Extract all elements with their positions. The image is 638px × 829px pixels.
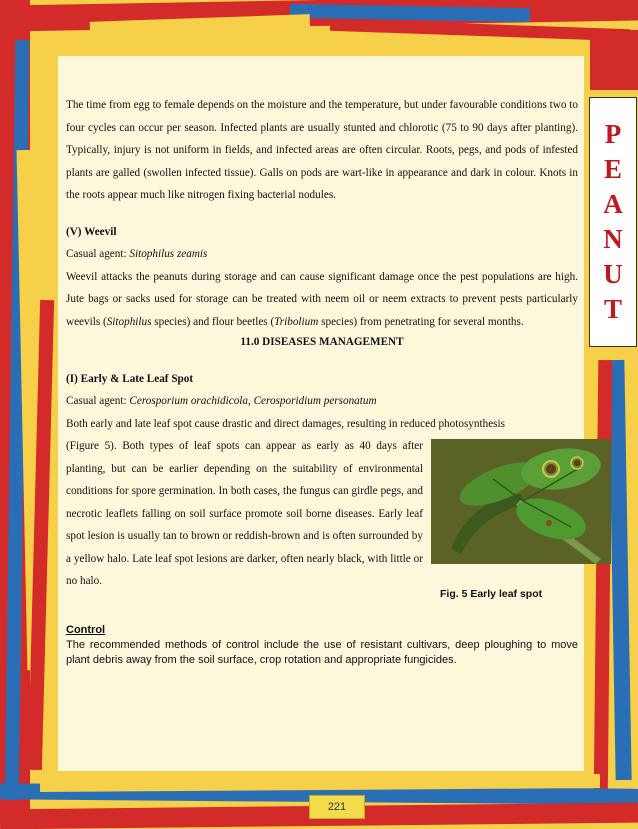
side-letter: A	[603, 189, 623, 219]
border-stripe-right-red-top	[590, 30, 638, 90]
side-letter: P	[604, 119, 622, 149]
side-letter: N	[603, 224, 623, 254]
side-letter: E	[603, 154, 622, 184]
weevil-body-2: species) and flour beetles (	[151, 315, 275, 328]
section-title: 11.0 DISEASES MANAGEMENT	[240, 336, 404, 348]
weevil-body-3: species) from penetrating for several months.	[318, 315, 524, 328]
peanut-side-label	[589, 97, 637, 347]
weevil-heading: (V) Weevil	[66, 225, 117, 238]
page-number: 221	[309, 795, 365, 819]
figure-caption: Fig. 5 Early leaf spot	[440, 588, 543, 600]
leaf-spot-heading: (I) Early & Late Leaf Spot	[66, 372, 194, 385]
border-stripe-right-blue	[608, 360, 631, 780]
page-content	[66, 94, 578, 668]
control-paragraph: The recommended methods of control include the use of resistant cultivars, deep ploughing to move plant debris away from the soil surface, crop rotation and appropriate fungicides.	[66, 638, 578, 666]
control-heading: Control	[66, 623, 106, 636]
border-stripe-right-red	[594, 360, 613, 800]
weevil-species-2: Tribolium	[274, 315, 319, 328]
leaf-spot-lead: Both early and late leaf spot cause drastic and direct damages, resulting in reduced photosynthesis	[66, 417, 505, 430]
side-letter: T	[603, 294, 622, 324]
control-section	[66, 623, 578, 668]
leaf-spot-body: (Figure 5). Both types of leaf spots can appear as early as 40 days after planting, but can be earlier depending on the suitability of environmental conditions for spore germination. In both cases, the fungus can girdle pegs, and necrotic leaflets falling on soil surface promote soil borne diseases. Early leaf spot lesion is usually tan to brown or reddish-brown and is often surrounded by a yellow halo. Late leaf spot lesions are darker, often nearly black, with little or no halo.	[66, 440, 423, 587]
leaf-spot-agent	[66, 390, 578, 413]
weevil-agent	[66, 243, 578, 266]
side-letter: U	[603, 259, 623, 289]
weevil-agent-name: Sitophilus zeamis	[129, 248, 208, 260]
leaf-spot-agent-name: Cerosporium orachidicola, Cerosporidium personatum	[129, 395, 377, 407]
weevil-species-1: Sitophilus	[106, 315, 152, 328]
weevil-agent-prefix: Casual agent:	[66, 248, 130, 260]
leaf-spot-photo	[431, 439, 611, 564]
leaf-spot-agent-prefix: Casual agent:	[66, 395, 130, 407]
figure-block	[66, 435, 578, 593]
weevil-body-1: Weevil attacks the peanuts during storage and can cause significant damage once the pest populations are high. Jute bags or sacks used for storage can be treated with neem oil or neem extracts to prevent pests particularly weevils (	[66, 270, 578, 328]
intro-paragraph: The time from egg to female depends on the moisture and the temperature, but under favourable conditions two to four cycles can occur per season. Infected plants are usually stunted and chlorotic (75 to 90 days after planting). Typically, injury is not uniform in fields, and infected areas are often circular. Roots, pegs, and pods of infested plants are galled (swollen infected tissue). Galls on pods are wart-like in appearance and dark in colour. Knots in the roots appear much like nitrogen fixing bacterial nodules.	[66, 99, 578, 201]
weevil-paragraph	[66, 266, 578, 334]
